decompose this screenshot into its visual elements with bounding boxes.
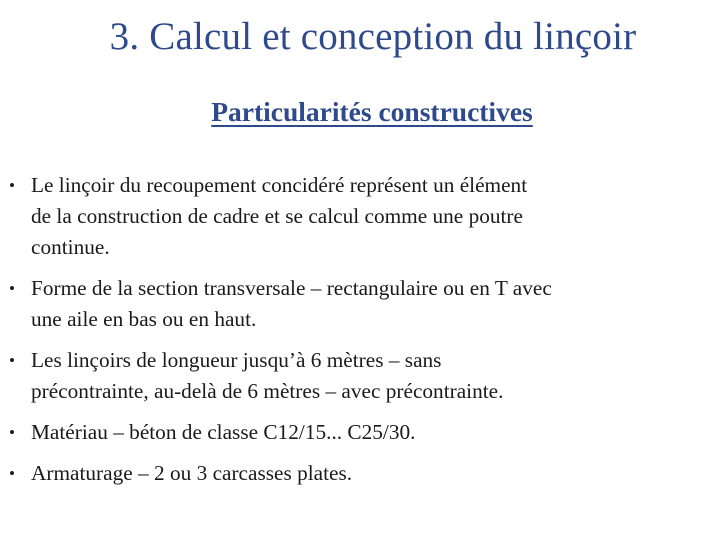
bullet-line: Les linçoirs de longueur jusqu’à 6 mètres – sans xyxy=(31,348,442,372)
bullet-text xyxy=(31,170,716,263)
bullet-line: une aile en bas ou en haut. xyxy=(31,307,257,331)
bullet-item xyxy=(0,417,720,448)
bullet-item xyxy=(0,345,720,407)
bullet-item xyxy=(0,273,720,335)
bullet-line: Forme de la section transversale – rectangulaire ou en T avec xyxy=(31,276,552,300)
bullet-item xyxy=(0,170,720,263)
bullet-icon: • xyxy=(9,464,15,483)
bullet-text xyxy=(31,273,716,335)
bullet-text xyxy=(31,345,716,407)
bullet-item xyxy=(0,458,720,489)
bullet-icon: • xyxy=(9,351,15,370)
bullet-line: Le linçoir du recoupement concidéré représent un élément xyxy=(31,173,528,197)
bullet-icon: • xyxy=(9,176,15,195)
bullet-icon: • xyxy=(9,423,15,442)
slide-title: 3. Calcul et conception du linçoir xyxy=(109,15,637,58)
bullet-text xyxy=(31,458,716,489)
bullet-icon: • xyxy=(9,279,15,298)
bullet-line: continue. xyxy=(31,235,110,259)
bullet-text xyxy=(31,417,716,448)
bullet-line: précontrainte, au-delà de 6 mètres – avec précontrainte. xyxy=(31,379,504,403)
bullet-line: Matériau – béton de classe C12/15... C25/30. xyxy=(31,420,416,444)
slide-subtitle: Particularités constructives xyxy=(211,96,533,127)
bullet-line: de la construction de cadre et se calcul comme une poutre xyxy=(31,204,523,228)
bullet-list xyxy=(0,170,720,499)
bullet-line: Armaturage – 2 ou 3 carcasses plates. xyxy=(31,461,353,485)
